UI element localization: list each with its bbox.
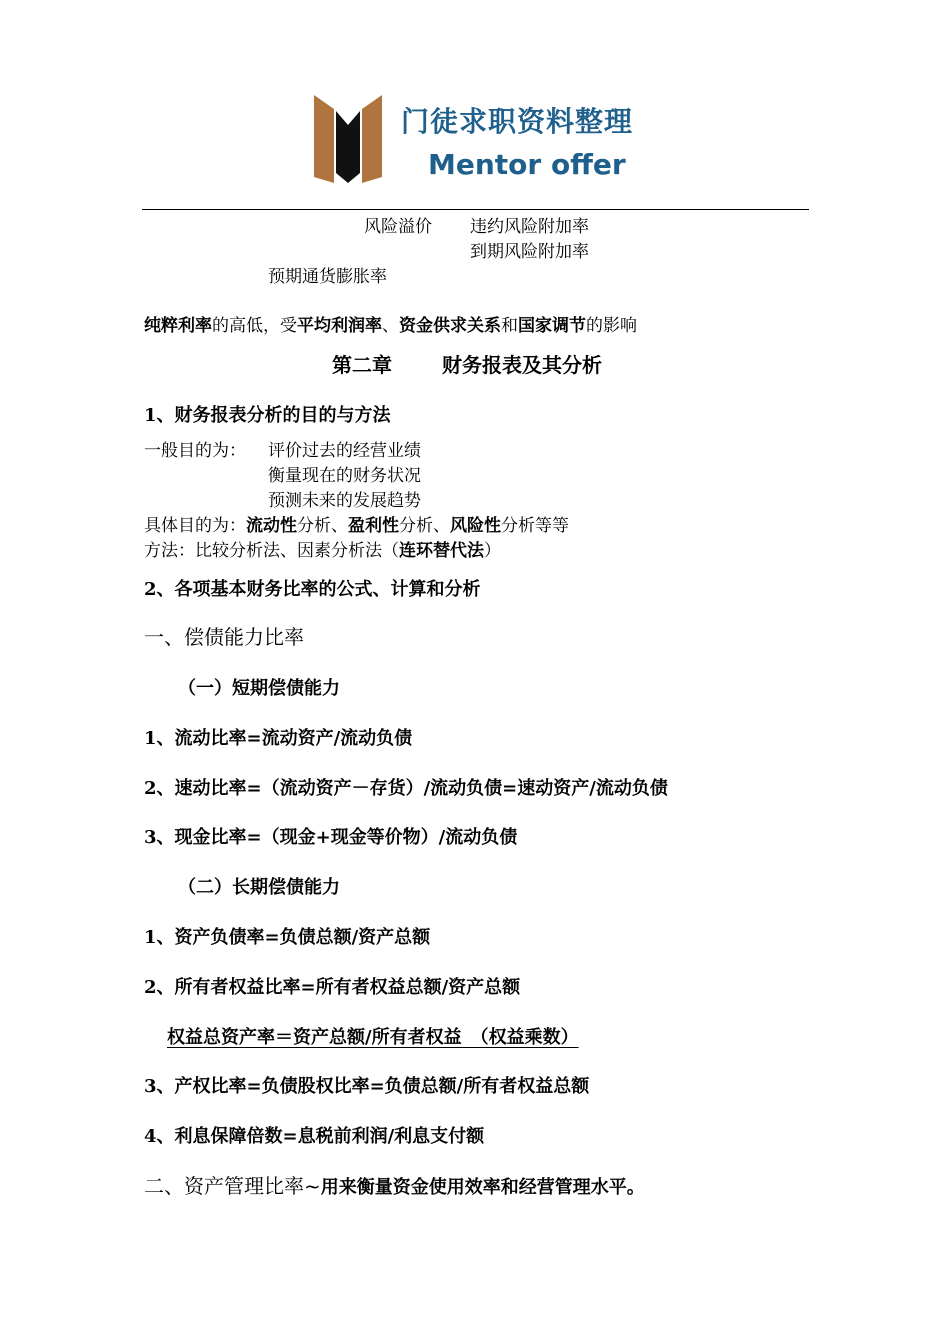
debt-ratio-formula: 1、资产负债率=负债总额/资产总额	[144, 927, 431, 948]
asset-management-heading: 二、资产管理比率~用来衡量资金使用效率和经营管理水平。	[144, 1174, 645, 1198]
general-purpose-label: 一般目的为：	[144, 441, 246, 461]
section2-heading: 2、各项基本财务比率的公式、计算和分析	[144, 579, 481, 600]
risk-premium-label: 风险溢价	[364, 217, 432, 237]
general-item-3: 预测未来的发展趋势	[268, 491, 421, 511]
debt-equity-ratio-formula: 3、产权比率=负债股权比率=负债总额/所有者权益总额	[144, 1076, 590, 1097]
current-ratio-formula: 1、流动比率=流动资产/流动负债	[144, 728, 413, 749]
section1-heading: 1、财务报表分析的目的与方法	[144, 405, 391, 426]
equity-multiplier-formula: 权益总资产率＝资产总额/所有者权益 （权益乘数）	[167, 1027, 579, 1048]
header-divider	[142, 209, 809, 210]
equity-ratio-formula: 2、所有者权益比率=所有者权益总额/资产总额	[144, 977, 521, 998]
interest-coverage-formula: 4、利息保障倍数=息税前利润/利息支付额	[144, 1126, 485, 1147]
mentor-logo-icon	[314, 95, 382, 183]
maturity-risk-label: 到期风险附加率	[470, 242, 589, 262]
method-line: 方法：比较分析法、因素分析法（连环替代法）	[144, 541, 501, 561]
solvency-ratio-heading: 一、偿债能力比率	[144, 625, 304, 649]
general-item-2: 衡量现在的财务状况	[268, 466, 421, 486]
logo-name-en: Mentor offer	[428, 148, 626, 181]
chapter-title: 财务报表及其分析	[442, 353, 602, 377]
default-risk-label: 违约风险附加率	[470, 217, 589, 237]
quick-ratio-formula: 2、速动比率=（流动资产－存货）/流动负债=速动资产/流动负债	[144, 778, 668, 799]
logo-name-cn: 门徒求职资料整理	[401, 105, 634, 138]
long-term-heading: （二）长期偿债能力	[178, 877, 340, 898]
short-term-heading: （一）短期偿债能力	[178, 678, 340, 699]
chapter-number: 第二章	[332, 353, 392, 377]
general-item-1: 评价过去的经营业绩	[268, 441, 421, 461]
cash-ratio-formula: 3、现金比率=（现金+现金等价物）/流动负债	[144, 827, 518, 848]
inflation-label: 预期通货膨胀率	[268, 267, 387, 287]
specific-purpose-line: 具体目的为：流动性分析、盈利性分析、风险性分析等等	[144, 516, 569, 536]
pure-rate-sentence: 纯粹利率的高低，受平均利润率、资金供求关系和国家调节的影响	[144, 316, 637, 336]
